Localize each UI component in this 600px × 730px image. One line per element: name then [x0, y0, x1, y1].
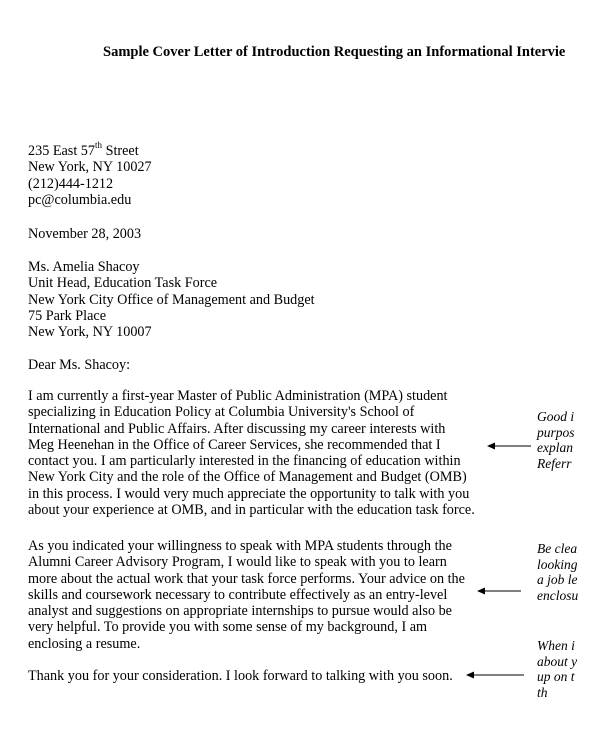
paragraph-line: enclosing a resume.	[28, 635, 141, 652]
note-line: th	[537, 684, 548, 700]
margin-note-3	[537, 638, 577, 700]
document-title: Sample Cover Letter of Introduction Requesting an Informational Intervie	[103, 44, 566, 60]
note-line: a job le	[537, 572, 578, 587]
letter-date	[28, 226, 141, 242]
note-line: about y	[537, 653, 578, 669]
sender-address	[28, 140, 152, 208]
recipient-city: New York, NY 10007	[28, 324, 152, 341]
left-arrow-icon	[477, 586, 521, 596]
margin-note-1	[537, 409, 575, 471]
note-line: Good i	[537, 409, 575, 424]
note-line: looking	[537, 556, 578, 572]
sender-city: New York, NY 10027	[28, 159, 152, 176]
paragraph-line: specializing in Education Policy at Columbia University's School of	[28, 404, 415, 421]
paragraph-line: I am currently a first-year Master of Public Administration (MPA) student	[28, 388, 448, 404]
paragraph-line: skills and coursework necessary to contribute effectively as an entry-level	[28, 586, 448, 603]
recipient-street: 75 Park Place	[28, 307, 107, 324]
paragraph-line: Thank you for your consideration. I look forward to talking with you soon.	[28, 668, 453, 684]
note-line: up on t	[537, 669, 575, 684]
note-line: When i	[537, 638, 575, 653]
paragraph-line: very helpful. To provide you with some sense of my background, I am	[28, 619, 428, 636]
sender-street-suffix: Street	[102, 143, 139, 159]
sender-email: pc@columbia.edu	[28, 191, 132, 208]
note-line: Referr	[537, 455, 572, 471]
note-line: purpos	[537, 424, 575, 440]
paragraph-line: more about the actual work that your task force performs. Your advice on the	[28, 570, 465, 587]
sender-street-sup: th	[95, 140, 103, 151]
paragraph-line: Meg Heenehan in the Office of Career Services, she recommended that I	[28, 436, 441, 453]
sender-street-prefix: 235 East 57	[28, 143, 95, 159]
paragraph-3	[28, 668, 453, 684]
left-arrow-icon	[487, 441, 531, 451]
paragraph-2	[28, 538, 465, 652]
paragraph-line: in this process. I would very much appreciate the opportunity to talk with you	[28, 485, 470, 502]
left-arrow-icon	[466, 670, 524, 680]
recipient-title: Unit Head, Education Task Force	[28, 275, 218, 292]
recipient-address	[28, 259, 315, 340]
paragraph-1	[28, 388, 475, 518]
recipient-name: Ms. Amelia Shacoy	[28, 259, 140, 275]
paragraph-line: International and Public Affairs. After discussing my career interests with	[28, 420, 446, 437]
sender-phone: (212)444-1212	[28, 175, 114, 192]
paragraph-line: analyst and suggestions on appropriate internships to pursue would also be	[28, 603, 452, 620]
salutation	[28, 357, 130, 373]
sender-street	[28, 140, 152, 159]
date-text: November 28, 2003	[28, 226, 142, 242]
paragraph-line: As you indicated your willingness to speak with MPA students through the	[28, 538, 452, 554]
margin-note-2	[537, 541, 578, 603]
note-line: enclosu	[537, 587, 579, 603]
note-line: Be clea	[537, 541, 578, 556]
paragraph-line: New York City and the role of the Office of Management and Budget (OMB)	[28, 469, 467, 486]
paragraph-line: about your experience at OMB, and in particular with the education task force.	[28, 502, 475, 519]
paragraph-line: Alumni Career Advisory Program, I would like to speak with you to learn	[28, 554, 447, 571]
salutation-text: Dear Ms. Shacoy:	[28, 357, 131, 373]
paragraph-line: contact you. I am particularly interested in the financing of education within	[28, 453, 461, 470]
note-line: explan	[537, 440, 573, 455]
recipient-office: New York City Office of Management and Budget	[28, 291, 315, 308]
